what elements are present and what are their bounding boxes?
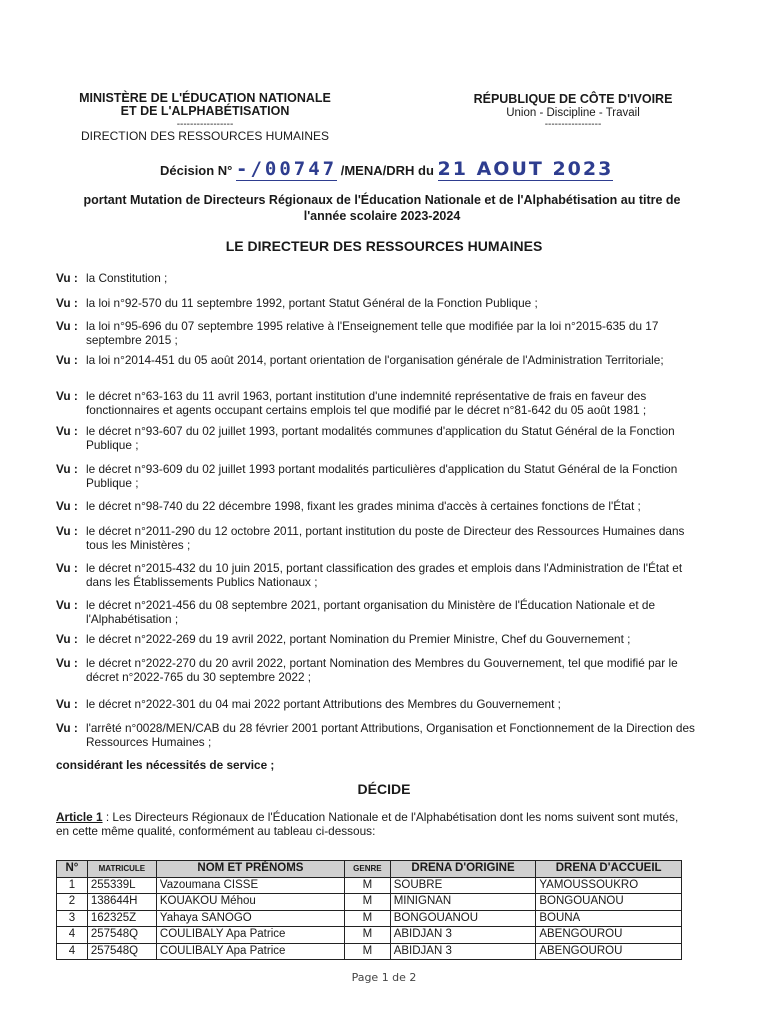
vu-item (56, 424, 706, 452)
cell-destination: ABENGOUROU (536, 927, 682, 944)
vu-item (56, 721, 706, 749)
table-row (57, 927, 682, 944)
decision-du: du (418, 163, 434, 178)
article-1-text: : Les Directeurs Régionaux de l'Éducation Nationale et de l'Alphabétisation dont les noms suivent sont mutés, en cette même qualité, conformément au tableau ci-dessous: (56, 810, 679, 838)
vu-label: Vu : (56, 296, 78, 310)
vu-label: Vu : (56, 424, 78, 438)
ministry-header (40, 92, 370, 143)
decide-heading: DÉCIDE (357, 781, 411, 797)
vu-label: Vu : (56, 721, 78, 735)
vu-label: Vu : (56, 632, 78, 646)
vu-text: le décret n°2021-456 du 08 septembre 2021, portant organisation du Ministère de l'Éducation Nationale et de l'Alphabétisation ; (86, 598, 656, 626)
vu-item (56, 697, 706, 711)
cell-destination: YAMOUSSOUKRO (536, 877, 682, 894)
cell-origin: SOUBRE (390, 877, 536, 894)
vu-item (56, 632, 706, 646)
vu-text: le décret n°93-607 du 02 juillet 1993, portant modalités communes d'application du Statut Général de la Fonction Publique ; (86, 424, 675, 452)
director-title: LE DIRECTEUR DES RESSOURCES HUMAINES (225, 238, 543, 254)
decision-subject: portant Mutation de Directeurs Régionaux de l'Éducation Nationale et de l'Alphabétisation au titre de l'année scolaire 2023-2024 (83, 193, 681, 223)
table-row (57, 877, 682, 894)
vu-text: le décret n°2015-432 du 10 juin 2015, portant classification des grades et emplois dans l'Administration de l'État et dans les Établissements Publics Nationaux ; (86, 561, 683, 589)
republic-motto: Union - Discipline - Travail (506, 107, 640, 119)
decision-prefix: Décision N° (160, 163, 233, 178)
vu-text: la loi n°95-696 du 07 septembre 1995 relative à l'Enseignement telle que modifiée par la loi n°2015-635 du 17 septembre 2015 ; (86, 319, 659, 347)
considerant-line: considérant les nécessités de service ; (56, 758, 275, 772)
vu-label: Vu : (56, 656, 78, 670)
cell-genre: M (345, 910, 391, 927)
vu-label: Vu : (56, 499, 78, 513)
cell-matricule: 255339L (87, 877, 156, 894)
decision-line (160, 158, 640, 180)
vu-item (56, 524, 706, 552)
cell-destination: BONGOUANOU (536, 894, 682, 911)
col-header-destination: DRENA D'ACCUEIL (536, 861, 682, 878)
cell-name: KOUAKOU Méhou (156, 894, 344, 911)
vu-text: le décret n°2022-301 du 04 mai 2022 portant Attributions des Membres du Gouvernement ; (86, 697, 561, 711)
cell-number: 4 (57, 927, 88, 944)
vu-label: Vu : (56, 353, 78, 367)
cell-matricule: 257548Q (87, 927, 156, 944)
cell-genre: M (345, 894, 391, 911)
cell-origin: BONGOUANOU (390, 910, 536, 927)
vu-label: Vu : (56, 561, 78, 575)
vu-text: l'arrêté n°0028/MEN/CAB du 28 février 2001 portant Attributions, Organisation et Fonctionnement de la Direction des Ressources Humaines ; (86, 721, 695, 749)
vu-item (56, 296, 706, 310)
cell-number: 1 (57, 877, 88, 894)
cell-number: 4 (57, 943, 88, 960)
vu-item (56, 656, 706, 684)
republic-separator: ----------------- (544, 119, 602, 130)
direction-name: DIRECTION DES RESSOURCES HUMAINES (80, 129, 330, 143)
vu-label: Vu : (56, 319, 78, 333)
col-header-matricule: MATRICULE (87, 861, 156, 878)
cell-matricule: 162325Z (87, 910, 156, 927)
vu-item (56, 561, 706, 589)
vu-item (56, 598, 706, 626)
vu-text: le décret n°93-609 du 02 juillet 1993 portant modalités particulières d'application du Statut Général de la Fonction Publique ; (86, 462, 678, 490)
cell-origin: MINIGNAN (390, 894, 536, 911)
decision-suffix: /MENA/DRH (340, 163, 415, 178)
cell-name: COULIBALY Apa Patrice (156, 943, 344, 960)
cell-number: 2 (57, 894, 88, 911)
cell-name: Yahaya SANOGO (156, 910, 344, 927)
vu-text: le décret n°2022-269 du 19 avril 2022, portant Nomination du Premier Ministre, Chef du Gouvernement ; (86, 632, 631, 646)
vu-text: la loi n°92-570 du 11 septembre 1992, portant Statut Général de la Fonction Publique ; (86, 296, 538, 310)
vu-item (56, 462, 706, 490)
vu-label: Vu : (56, 389, 78, 403)
article-1 (56, 810, 686, 838)
vu-item (56, 353, 706, 367)
vu-label: Vu : (56, 524, 78, 538)
vu-text: la loi n°2014-451 du 05 août 2014, portant orientation de l'organisation générale de l'Administration Territoriale; (86, 353, 664, 367)
vu-label: Vu : (56, 697, 78, 711)
vu-item (56, 499, 706, 513)
republic-header (458, 92, 688, 130)
col-header-name: NOM ET PRÉNOMS (156, 861, 344, 878)
ministry-separator: ----------------- (176, 119, 234, 130)
cell-name: Vazoumana CISSE (156, 877, 344, 894)
vu-text: le décret n°98-740 du 22 décembre 1998, fixant les grades minima d'accès à certaines fonctions de l'État ; (86, 499, 641, 513)
cell-genre: M (345, 927, 391, 944)
vu-label: Vu : (56, 462, 78, 476)
table-row (57, 943, 682, 960)
decision-number-stamp: -/00747 (236, 158, 338, 180)
republic-name: RÉPUBLIQUE DE CÔTE D'IVOIRE (473, 92, 673, 106)
vu-text: le décret n°2022-270 du 20 avril 2022, portant Nomination des Membres du Gouvernement, tel que modifié par le décret n°2022-765 du 30 septembre 2022 ; (86, 656, 678, 684)
cell-name: COULIBALY Apa Patrice (156, 927, 344, 944)
cell-matricule: 257548Q (87, 943, 156, 960)
col-header-origin: DRENA D'ORIGINE (390, 861, 536, 878)
page-number: Page 1 de 2 (351, 971, 417, 984)
mutation-table (56, 860, 682, 960)
cell-number: 3 (57, 910, 88, 927)
col-header-genre: GENRE (345, 861, 391, 878)
article-1-label: Article 1 (56, 810, 103, 824)
cell-origin: ABIDJAN 3 (390, 927, 536, 944)
vu-text: le décret n°63-163 du 11 avril 1963, portant institution d'une indemnité représentative de frais en faveur des fonctionnaires et agents occupant certains emplois tel que modifié par le décret n°81-642 du 05 août 1981 ; (86, 389, 647, 417)
cell-origin: ABIDJAN 3 (390, 943, 536, 960)
vu-label: Vu : (56, 598, 78, 612)
vu-label: Vu : (56, 271, 78, 285)
cell-destination: BOUNA (536, 910, 682, 927)
table-row (57, 894, 682, 911)
vu-item (56, 319, 706, 347)
ministry-name-line2: ET DE L'ALPHABÉTISATION (120, 104, 290, 118)
col-header-number: N° (57, 861, 88, 878)
cell-destination: ABENGOUROU (536, 943, 682, 960)
vu-text: la Constitution ; (86, 271, 168, 285)
vu-item (56, 389, 706, 417)
decision-date-stamp: 21 AOUT 2023 (437, 158, 614, 180)
cell-genre: M (345, 877, 391, 894)
ministry-name-line1: MINISTÈRE DE L'ÉDUCATION NATIONALE (79, 91, 331, 105)
vu-text: le décret n°2011-290 du 12 octobre 2011, portant institution du poste de Directeur des Ressources Humaines dans tous les Ministères ; (86, 524, 685, 552)
table-row (57, 910, 682, 927)
vu-item (56, 271, 706, 285)
table-header-row (57, 861, 682, 878)
cell-matricule: 138644H (87, 894, 156, 911)
cell-genre: M (345, 943, 391, 960)
